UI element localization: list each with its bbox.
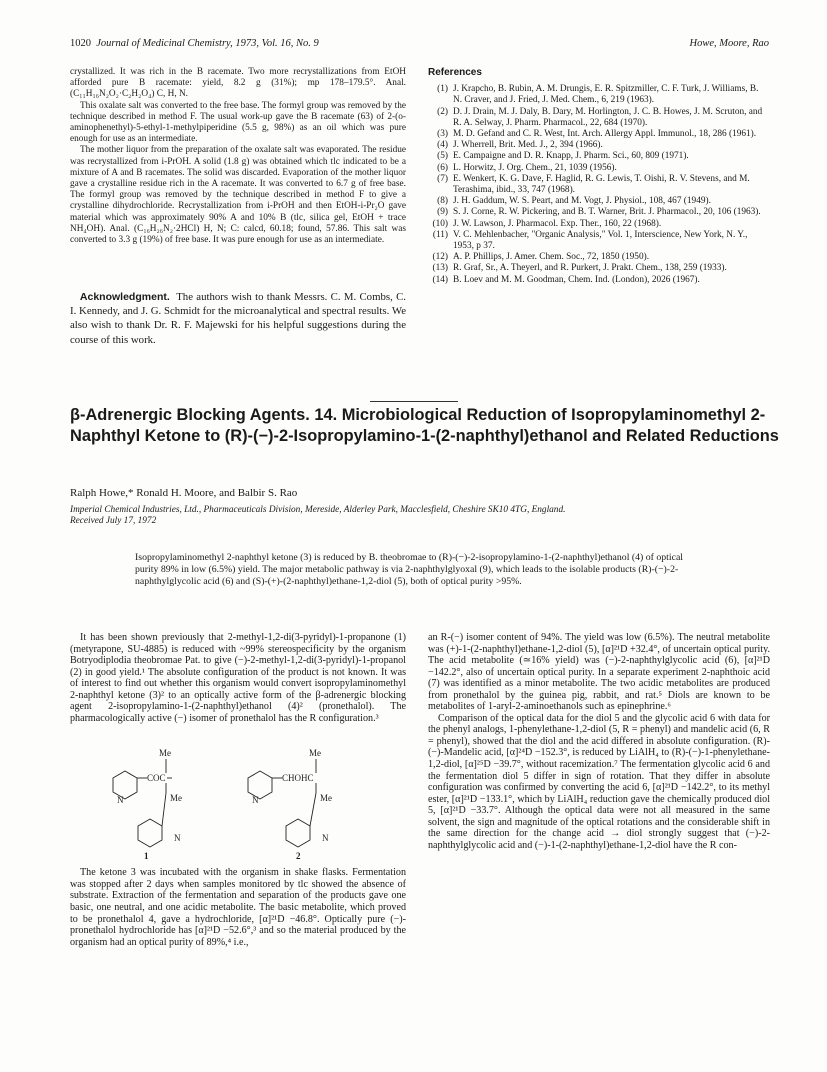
chohc-label: CHOHC [282, 773, 314, 784]
abstract: Isopropylaminomethyl 2-naphthyl ketone (3) is reduced by B. theobromae to (R)-(−)-2-isopropylamino-1-(2-naphthyl)ethanol (4) of optical purity 89% in low (6.5%) yield. The major metabolic pathway is via 2-naphthylglyoxal (9), which leads to the isolable products (R)-(−)-2-naphthylglycolic acid (6) and (S)-(+)-(2-naphthyl)ethane-1,2-diol (5), both of optical purity >95%. [135, 552, 684, 587]
reference-item [428, 263, 768, 274]
reference-number: (7) [437, 173, 448, 184]
pyridine-n-label: N [252, 795, 259, 806]
reference-text: S. J. Corne, R. W. Pickering, and B. T. Warner, Brit. J. Pharmacol., 20, 106 (1963). [453, 207, 761, 218]
acknowledgment-text: The authors wish to thank Messrs. C. M. Combs, C. I. Kennedy, and J. G. Schmidt for the microanalytical and spectral results. We also wish to thank Dr. R. F. Majewski for his helpful suggestions during the course of this work. [70, 291, 406, 346]
article-authors: Ralph Howe,* Ronald H. Moore, and Balbir S. Rao [70, 487, 298, 499]
reference-number: (10) [432, 218, 448, 229]
acknowledgment-heading: Acknowledgment. [79, 291, 170, 303]
reference-text: B. Loev and M. M. Goodman, Chem. Ind. (London), 2026 (1967). [453, 274, 700, 285]
reference-number: (14) [432, 274, 448, 285]
compound-label-2: 2 [296, 851, 301, 862]
received-date: Received July 17, 1972 [70, 516, 157, 527]
reference-text: J. H. Gaddum, W. S. Peart, and M. Vogt, J. Physiol., 108, 467 (1949). [453, 196, 711, 207]
paragraph: crystallized. It was rich in the B racemate. Two more recrystallizations from EtOH afforded pure B racemate: yield, 8.2 g (31%); mp 178–179.5°. Anal. (C₁₁H₁₆N₂O₂·C₂H₂O₄) C, H, N. [70, 67, 406, 100]
reference-item [428, 275, 768, 286]
reference-number: (3) [437, 129, 448, 140]
reference-text: A. P. Phillips, J. Amer. Chem. Soc., 72, 1850 (1950). [453, 252, 650, 263]
paragraph: The mother liquor from the preparation of the oxalate salt was evaporated. The residue was recrystallized from i-PrOH. A solid (1.8 g) was obtained which tlc indicated to be a mixture of A and B racemates. The solid was discarded. Evaporation of the mother liquor gave a crystalline residue rich in the A racemate. It was converted to 6.7 g of free base. The formyl group was removed by the technique described in method F to give a crystalline dihydrochloride. Recrystallization from i-PrOH and then EtOH-i-Pr₂O gave material which was approximately 90% A and 10% B (tlc, silica gel, EtOH + trace NH₄OH). Anal. (C₁₆H₂₆N₂·2HCl) H, N; C: calcd, 60.18; found, 57.86. This salt was converted to 3.3 g (19%) of free base. It was pure enough for use as an intermediate. [70, 145, 406, 246]
chemical-structures-1-2 [70, 731, 406, 863]
pyridine-n-label: N [117, 795, 124, 806]
running-authors: Howe, Moore, Rao [689, 38, 769, 49]
pyridine-n-label: N [174, 833, 181, 844]
reference-text: V. C. Mehlenbacher, "Organic Analysis," Vol. 1, Interscience, New York, N. Y., 1953, p 37. [453, 229, 748, 252]
reference-number: (8) [437, 196, 448, 207]
me-label: Me [309, 748, 321, 759]
structure-drawing [70, 731, 370, 863]
structure-1 [113, 748, 182, 847]
paragraph: It has been shown previously that 2-methyl-1,2-di(3-pyridyl)-1-propanone (1) (metyrapone, SU-4885) is reduced with ~99% stereospecificity by the organism Botryodiplodia theobromae Pat. to give (−)-2-methyl-1,2-di(3-pyridyl)-1-propanol (2) in good yield.¹ The absolute configuration of the product is not known. It was of interest to find out whether this organism would convert isopropylaminomethyl 2-naphthyl ketone (3)² to an optically active form of the β-adrenergic blocking agent 2-isopropylamino-1-(2-naphthyl)ethanol (4)² (pronethalol). The pharmacologically active (−) isomer of pronethalol has the R configuration.³ [70, 632, 406, 724]
reference-number: (2) [437, 106, 448, 117]
me-label: Me [320, 793, 332, 804]
reference-number: (11) [432, 229, 448, 240]
running-header [70, 38, 769, 52]
me-label: Me [159, 748, 171, 759]
reference-item [428, 252, 768, 263]
affiliation-text: Imperial Chemical Industries, Ltd., Pharmaceuticals Division, Mereside, Alderley Park, Macclesfield, Cheshire SK10 4TG, England. [70, 505, 566, 515]
reference-text: J. Wherrell, Brit. Med. J., 2, 394 (1966). [453, 140, 603, 151]
section-divider [370, 401, 458, 402]
reference-text: J. Krapcho, B. Rubin, A. M. Drungis, E. R. Spitzmiller, C. F. Turk, J. Williams, B. N. Craver, and J. Fried, J. Med. Chem., 6, 219 (1963). [453, 84, 759, 106]
references-heading: References [428, 67, 482, 78]
reference-number: (12) [432, 252, 448, 263]
article-title: β-Adrenergic Blocking Agents. 14. Microbiological Reduction of Isopropylaminomethyl 2-Naphthyl Ketone to (R)-(−)-2-Isopropylamino-1-(2-naphthyl)ethanol and Related Reductions [70, 406, 779, 445]
page-number: 1020 [70, 38, 91, 49]
reference-text: D. J. Drain, M. J. Daly, B. Dary, M. Horlington, J. C. B. Howes, J. M. Scruton, and R. A. Selway, J. Pharm. Pharmacol., 22, 684 (1970). [453, 106, 763, 128]
reference-text: L. Horwitz, J. Org. Chem., 21, 1039 (1956). [453, 162, 617, 173]
journal-citation: Journal of Medicinal Chemistry, 1973, Vol. 16, No. 9 [96, 38, 319, 49]
me-label: Me [170, 793, 182, 804]
structure-2 [248, 748, 332, 847]
reference-item [428, 151, 768, 162]
paragraph: The ketone 3 was incubated with the organism in shake flasks. Fermentation was stopped after 2 days when samples monitored by tlc showed the absence of substrate. Extraction of the fermentation and separation of the products gave one basic, one neutral, and one acidic metabolite. The basic metabolite, which proved to be pronethalol 4, gave a hydrochloride, [α]²¹D −46.8°. Optically pure (−)-pronethalol hydrochloride has [α]²¹D −52.6°,³ and so the material produced by the organism had an optical purity of 89%,⁴ i.e., [70, 867, 406, 948]
header-left [70, 38, 319, 49]
reference-text: R. Graf, Sr., A. Theyerl, and R. Purkert, J. Prakt. Chem., 138, 259 (1933). [453, 263, 727, 274]
reference-item [428, 174, 768, 196]
reference-item [428, 196, 768, 207]
reference-text: J. W. Lawson, J. Pharmacol. Exp. Ther., 160, 22 (1968). [453, 218, 662, 229]
reference-item [428, 107, 768, 129]
experimental-text [70, 67, 406, 246]
reference-text: E. Wenkert, K. G. Dave, F. Haglid, R. G. Lewis, T. Oishi, R. V. Stevens, and M. Terashima, ibid., 33, 747 (1968). [453, 173, 750, 196]
reference-item [428, 163, 768, 174]
reference-text: M. D. Gefand and C. R. West, Int. Arch. Allergy Appl. Immunol., 18, 286 (1961). [453, 129, 757, 140]
reference-item [428, 230, 768, 252]
reference-number: (1) [437, 84, 448, 95]
compound-label-1: 1 [144, 851, 149, 862]
reference-item [428, 219, 768, 230]
reference-item [428, 129, 768, 140]
reference-number: (9) [437, 207, 448, 218]
paragraph: an R-(−) isomer content of 94%. The yield was low (6.5%). The neutral metabolite was (+)-1-(2-naphthyl)ethane-1,2-diol (5), [α]²¹D +32.4°, of uncertain optical purity. The acid metabolite (≃16% yield) was (−)-2-naphthylglycolic acid (6), [α]²¹D −142.2°, also of uncertain optical purity. In a separate experiment 2-naphthoic acid (7) was identified as a minor metabolite. The two acidic metabolites are produced from pronethalol by the guinea pig, rabbit, and rat.⁵ Diols are known to be metabolites of 1-aryl-2-aminoethanols such as epinephrine.⁶ [428, 632, 770, 713]
reference-item [428, 84, 768, 106]
reference-number: (4) [437, 140, 448, 151]
reference-number: (13) [432, 263, 448, 274]
body-left-column [70, 632, 406, 948]
reference-number: (6) [437, 162, 448, 173]
coc-label: COC [147, 773, 166, 784]
paragraph: Comparison of the optical data for the diol 5 and the glycolic acid 6 with data for the phenyl analogs, 1-phenylethane-1,2-diol (5, R = phenyl) and mandelic acid (6, R = phenyl), showed that the diol and the acid differed in absolute configuration. (R)-(−)-Mandelic acid, [α]²⁴D −152.3°, is reduced by LiAlH₄ to (R)-(−)-1-phenylethane-1,2-diol, [α]²⁵D −39.7°, without racemization.⁷ The fermentation glycolic acid 6 and the fermentation diol 5 differ in sign of rotation. That they differ in absolute configuration was confirmed by converting the acid 6, [α]²¹D −142.2°, to its methyl ester, [α]²¹D −133.1°, which by LiAlH₄ reduction gave the chemically produced diol 5, [α]²¹D −33.7°. Although the optical data were not all measured in the same solvent, the sign and magnitude of the optical rotations and the considerable shift in the same direction for the change acid → diol strongly suggest that (−)-2-naphthylglycolic acid and (−)-1-(2-naphthyl)ethane-1,2-diol have the R con- [428, 712, 770, 851]
reference-number: (5) [437, 151, 448, 162]
acknowledgment [70, 290, 406, 347]
body-right-column [428, 632, 770, 851]
reference-text: E. Campaigne and D. R. Knapp, J. Pharm. Sci., 60, 809 (1971). [453, 151, 689, 162]
references-list [428, 84, 768, 286]
references-section [428, 67, 768, 286]
affiliation [70, 505, 790, 528]
pyridine-n-label: N [322, 833, 329, 844]
paragraph: This oxalate salt was converted to the free base. The formyl group was removed by the technique described in method F. The usual work-up gave the B racemate (63) of 2-(o-aminophenethyl)-5-ethyl-1-methylpiperidine (5.5 g, 98%) as an oil which was pure enough for use as an intermediate. [70, 100, 406, 145]
reference-item [428, 140, 768, 151]
reference-item [428, 207, 768, 218]
